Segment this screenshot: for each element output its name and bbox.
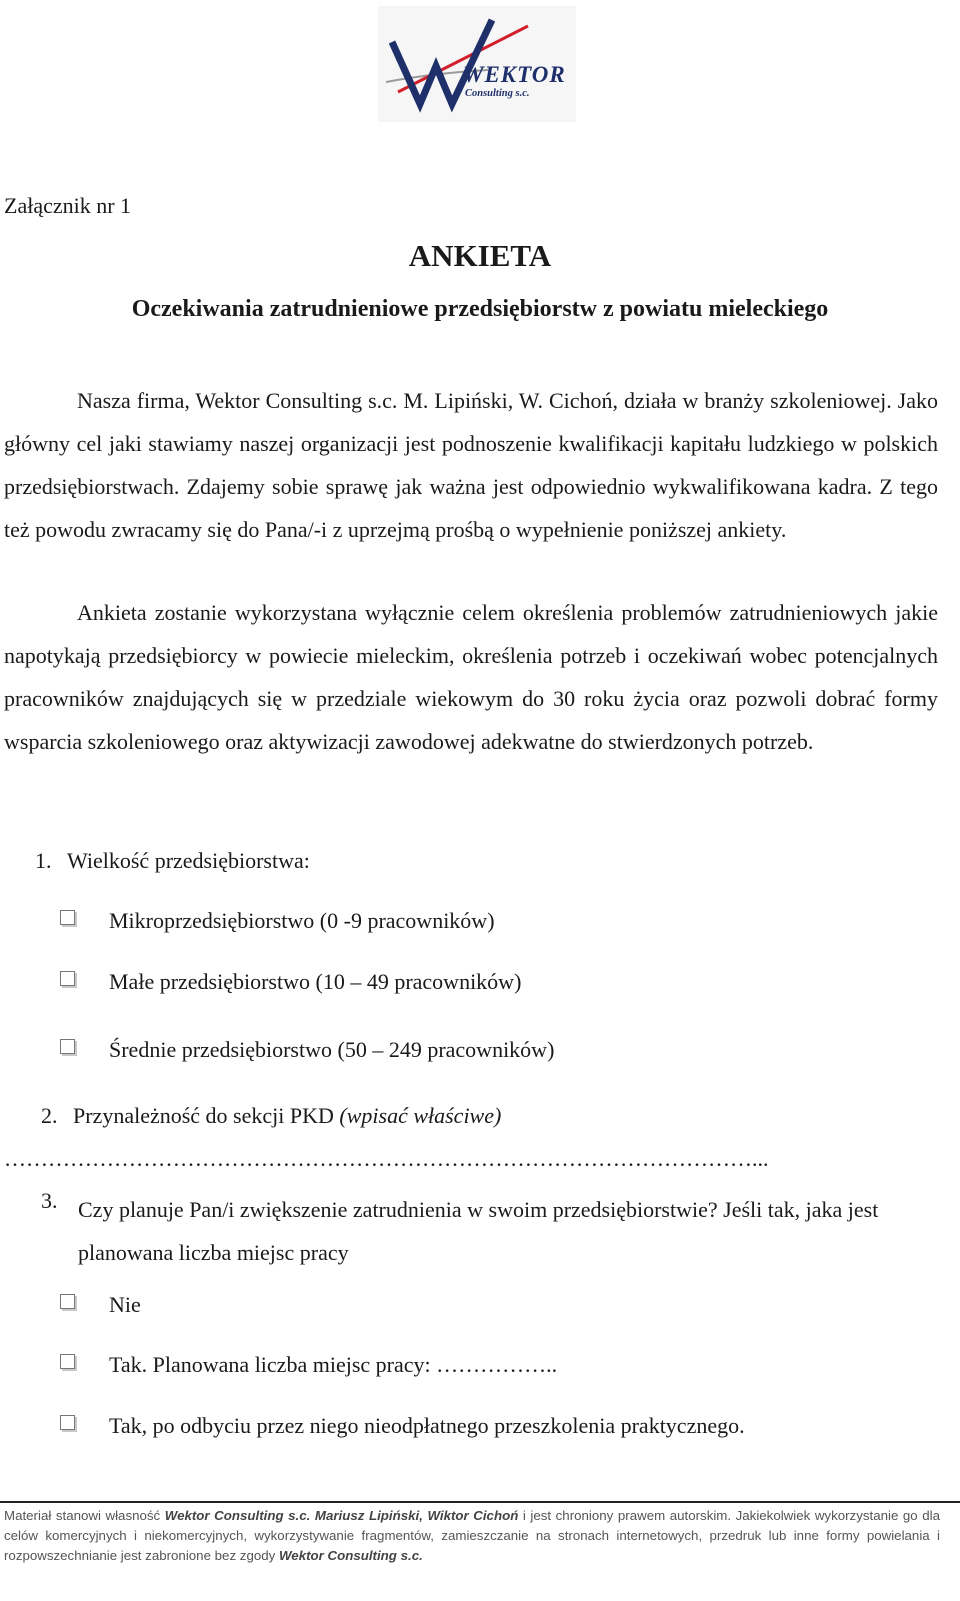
question-1-number: 1. <box>35 848 52 873</box>
question-2 <box>41 1103 501 1129</box>
logo-wordmark: WEKTOR <box>463 62 566 87</box>
page-subtitle: Oczekiwania zatrudnieniowe przedsiębiorstw z powiatu mieleckiego <box>131 296 829 322</box>
option-label: Nie <box>109 1292 141 1317</box>
footer-owner: Wektor Consulting s.c. Mariusz Lipiński, Wiktor Cichoń <box>164 1508 519 1523</box>
question-2-text: Przynależność do sekcji PKD <box>73 1103 334 1128</box>
question-2-number: 2. <box>41 1103 58 1128</box>
copyright-footer <box>4 1506 940 1566</box>
footer-text-2: i jest chroniony prawem autorskim. Jakiekolwiek wykorzystanie go dla celów komercyjnych i niekomercyjnych, wykorzystywanie fragmentów, zamieszczanie na stronach internetowych, przedruk lub inne formy powielania i rozpowszechnianie jest zabronione bez zgody <box>4 1508 940 1563</box>
logo-subtitle: Consulting s.c. <box>465 88 530 99</box>
attachment-label: Załącznik nr 1 <box>4 193 132 218</box>
checkbox-icon[interactable] <box>60 1039 75 1054</box>
option-label: Mikroprzedsiębiorstwo (0 -9 pracowników) <box>109 908 495 933</box>
option-label: Średnie przedsiębiorstwo (50 – 249 pracowników) <box>109 1037 555 1062</box>
pkd-answer-field[interactable]: …………………………………………………………………………………………... <box>4 1146 769 1171</box>
checkbox-icon[interactable] <box>60 1294 75 1309</box>
checkbox-icon[interactable] <box>60 971 75 986</box>
option-label: Małe przedsiębiorstwo (10 – 49 pracowników) <box>109 969 522 994</box>
question-3-text: Czy planuje Pan/i zwiększenie zatrudnienia w swoim przedsiębiorstwie? Jeśli tak, jaka jest planowana liczba miejsc pracy <box>78 1197 879 1265</box>
option-label: Tak, po odbyciu przez niego nieodpłatnego przeszkolenia praktycznego. <box>109 1413 745 1438</box>
footer-company: Wektor Consulting s.c. <box>278 1548 423 1563</box>
checkbox-icon[interactable] <box>60 1415 75 1430</box>
question-2-hint: (wpisać właściwe) <box>339 1103 502 1128</box>
footer-divider <box>0 1501 960 1503</box>
company-logo <box>378 6 576 122</box>
question-3-number: 3. <box>41 1188 58 1213</box>
intro-paragraph-2: Ankieta zostanie wykorzystana wyłącznie celem określenia problemów zatrudnieniowych jakie napotykają przedsiębiorcy w powiecie mieleckim, określenia potrzeb i oczekiwań wobec potencjalnych pracowników znajdujących się w przedziale wiekowym do 30 roku życia oraz pozwoli dobrać formy wsparcia szkoleniowego oraz aktywizacji zawodowej adekwatne do stwierdzonych potrzeb. <box>4 600 938 754</box>
question-1 <box>35 848 310 874</box>
page-title: ANKIETA <box>408 238 552 273</box>
question-1-text: Wielkość przedsiębiorstwa: <box>67 848 310 873</box>
footer-text-1: Materiał stanowi własność <box>4 1508 165 1523</box>
checkbox-icon[interactable] <box>60 910 75 925</box>
checkbox-icon[interactable] <box>60 1354 75 1369</box>
option-label: Tak. Planowana liczba miejsc pracy: …………….. <box>109 1352 558 1377</box>
intro-paragraph-1: Nasza firma, Wektor Consulting s.c. M. Lipiński, W. Cichoń, działa w branży szkoleniowej. Jako główny cel jaki stawiamy naszej organizacji jest podnoszenie kwalifikacji kapitału ludzkiego w polskich przedsiębiorstwach. Zdajemy sobie sprawę jak ważna jest odpowiednio wykwalifikowana kadra. Z tego też powodu zwracamy się do Pana/-i z uprzejmą prośbą o wypełnienie poniższej ankiety. <box>4 388 938 542</box>
